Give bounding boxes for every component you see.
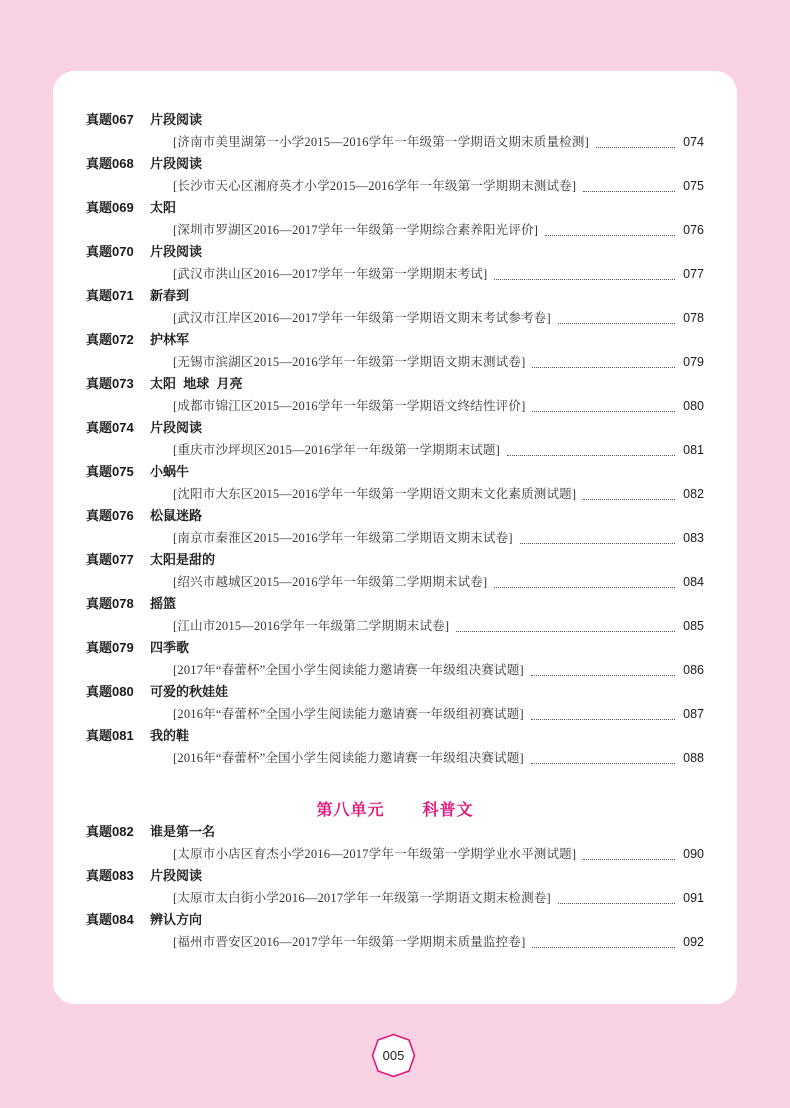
entry-source: [济南市美里湖第一小学2015—2016学年一年级第一学期语文期末质量检测] (173, 135, 589, 149)
entry-source: [武汉市江岸区2016—2017学年一年级第一学期语文期末考试参考卷] (173, 311, 551, 325)
dot-leader (558, 313, 675, 324)
entry-label: 真题078 (86, 596, 134, 611)
dot-leader (583, 489, 675, 500)
entry-title: 片段阅读 (150, 112, 203, 127)
toc-entry[interactable] (53, 909, 737, 953)
entry-page: 092 (683, 935, 704, 949)
dot-leader (531, 709, 675, 720)
entry-label: 真题075 (86, 464, 134, 479)
dot-leader (545, 225, 675, 236)
entry-label: 真题077 (86, 552, 134, 567)
entry-title: 片段阅读 (150, 244, 203, 259)
entry-label: 真题082 (86, 824, 134, 839)
page-number: 005 (382, 1048, 405, 1063)
entry-source: [太原市小店区育杰小学2016—2017学年一年级第一学期学业水平测试题] (173, 847, 577, 861)
entry-page: 091 (683, 891, 704, 905)
entry-source: [2016年“春蕾杯”全国小学生阅读能力邀请赛一年级组决赛试题] (173, 751, 524, 765)
toc-entry[interactable] (53, 821, 737, 865)
entry-title: 摇篮 (150, 596, 177, 611)
dot-leader (531, 753, 675, 764)
entry-title: 护林军 (150, 332, 190, 347)
toc-entry[interactable] (53, 285, 737, 329)
entry-title: 太阳 (150, 200, 177, 215)
dot-leader (532, 357, 675, 368)
dot-leader (456, 621, 675, 632)
entry-source: [成都市锦江区2015—2016学年一年级第一学期语文终结性评价] (173, 399, 526, 413)
entry-page: 082 (683, 487, 704, 501)
entry-title: 太阳 地球 月亮 (150, 376, 243, 391)
entry-source: [南京市秦淮区2015—2016学年一年级第二学期语文期末试卷] (173, 531, 513, 545)
entry-title: 新春到 (150, 288, 190, 303)
entry-page: 078 (683, 311, 704, 325)
dot-leader (507, 445, 675, 456)
dot-leader (596, 137, 675, 148)
entry-page: 081 (683, 443, 704, 457)
entry-page: 083 (683, 531, 704, 545)
entry-title: 片段阅读 (150, 868, 203, 883)
entry-label: 真题071 (86, 288, 134, 303)
entry-label: 真题074 (86, 420, 134, 435)
entry-page: 079 (683, 355, 704, 369)
toc-entry[interactable] (53, 593, 737, 637)
dot-leader (558, 893, 675, 904)
entry-label: 真题067 (86, 112, 134, 127)
entry-source: [福州市晋安区2016—2017学年一年级第一学期期末质量监控卷] (173, 935, 526, 949)
entry-title: 可爱的秋娃娃 (150, 684, 229, 699)
entry-label: 真题068 (86, 156, 134, 171)
toc-entry[interactable] (53, 109, 737, 153)
entry-source: [深圳市罗湖区2016—2017学年一年级第一学期综合素养阳光评价] (173, 223, 539, 237)
entry-source: [2017年“春蕾杯”全国小学生阅读能力邀请赛一年级组决赛试题] (173, 663, 524, 677)
toc-entry[interactable] (53, 417, 737, 461)
section-title: 第八单元 科普文 (316, 802, 474, 819)
entry-page: 074 (683, 135, 704, 149)
entry-title: 四季歌 (150, 640, 190, 655)
dot-leader (494, 577, 675, 588)
toc-entry[interactable] (53, 637, 737, 681)
toc-entry[interactable] (53, 241, 737, 285)
dot-leader (532, 401, 675, 412)
dot-leader (531, 665, 675, 676)
entry-page: 088 (683, 751, 704, 765)
entry-title: 小蜗牛 (150, 464, 190, 479)
toc-card (53, 71, 737, 1004)
toc-entry[interactable] (53, 153, 737, 197)
entry-source: [沈阳市大东区2015—2016学年一年级第一学期语文期末文化素质测试题] (173, 487, 577, 501)
entry-page: 086 (683, 663, 704, 677)
entry-source: [长沙市天心区湘府英才小学2015—2016学年一年级第一学期期末测试卷] (173, 179, 577, 193)
entry-label: 真题072 (86, 332, 134, 347)
entry-source: [无锡市滨湖区2015—2016学年一年级第一学期语文期末测试卷] (173, 355, 526, 369)
entry-label: 真题083 (86, 868, 134, 883)
dot-leader (520, 533, 675, 544)
entry-source: [江山市2015—2016学年一年级第二学期期末试卷] (173, 619, 450, 633)
entry-source: [重庆市沙坪坝区2015—2016学年一年级第一学期期末试题] (173, 443, 501, 457)
entry-page: 084 (683, 575, 704, 589)
entry-source: [绍兴市越城区2015—2016学年一年级第二学期期末试卷] (173, 575, 488, 589)
entry-page: 077 (683, 267, 704, 281)
toc-entry[interactable] (53, 865, 737, 909)
entry-title: 辨认方向 (150, 912, 203, 927)
entry-title: 片段阅读 (150, 156, 203, 171)
entry-page: 080 (683, 399, 704, 413)
entry-source: [太原市太白街小学2016—2017学年一年级第一学期语文期末检测卷] (173, 891, 551, 905)
entry-label: 真题073 (86, 376, 134, 391)
entry-page: 085 (683, 619, 704, 633)
entry-title: 谁是第一名 (150, 824, 216, 839)
entry-label: 真题081 (86, 728, 134, 743)
toc-entry[interactable] (53, 549, 737, 593)
entry-page: 087 (683, 707, 704, 721)
toc-entry[interactable] (53, 505, 737, 549)
entry-label: 真题070 (86, 244, 134, 259)
entry-label: 真题084 (86, 912, 134, 927)
toc-entry[interactable] (53, 681, 737, 725)
dot-leader (532, 937, 675, 948)
toc-entry[interactable] (53, 725, 737, 769)
toc-entry[interactable] (53, 329, 737, 373)
entry-title: 片段阅读 (150, 420, 203, 435)
entry-page: 090 (683, 847, 704, 861)
entry-title: 太阳是甜的 (150, 552, 216, 567)
dot-leader (583, 181, 675, 192)
entry-label: 真题076 (86, 508, 134, 523)
dot-leader (494, 269, 675, 280)
entry-label: 真题079 (86, 640, 134, 655)
entry-page: 076 (683, 223, 704, 237)
entry-source: [2016年“春蕾杯”全国小学生阅读能力邀请赛一年级组初赛试题] (173, 707, 524, 721)
entry-label: 真题080 (86, 684, 134, 699)
entry-source: [武汉市洪山区2016—2017学年一年级第一学期期末考试] (173, 267, 488, 281)
entry-title: 我的鞋 (150, 728, 190, 743)
entry-title: 松鼠迷路 (150, 508, 203, 523)
entry-label: 真题069 (86, 200, 134, 215)
page-number-badge (371, 1033, 416, 1078)
toc-entry[interactable] (53, 373, 737, 417)
entry-page: 075 (683, 179, 704, 193)
dot-leader (583, 849, 675, 860)
toc-entry[interactable] (53, 197, 737, 241)
toc-entry[interactable] (53, 461, 737, 505)
